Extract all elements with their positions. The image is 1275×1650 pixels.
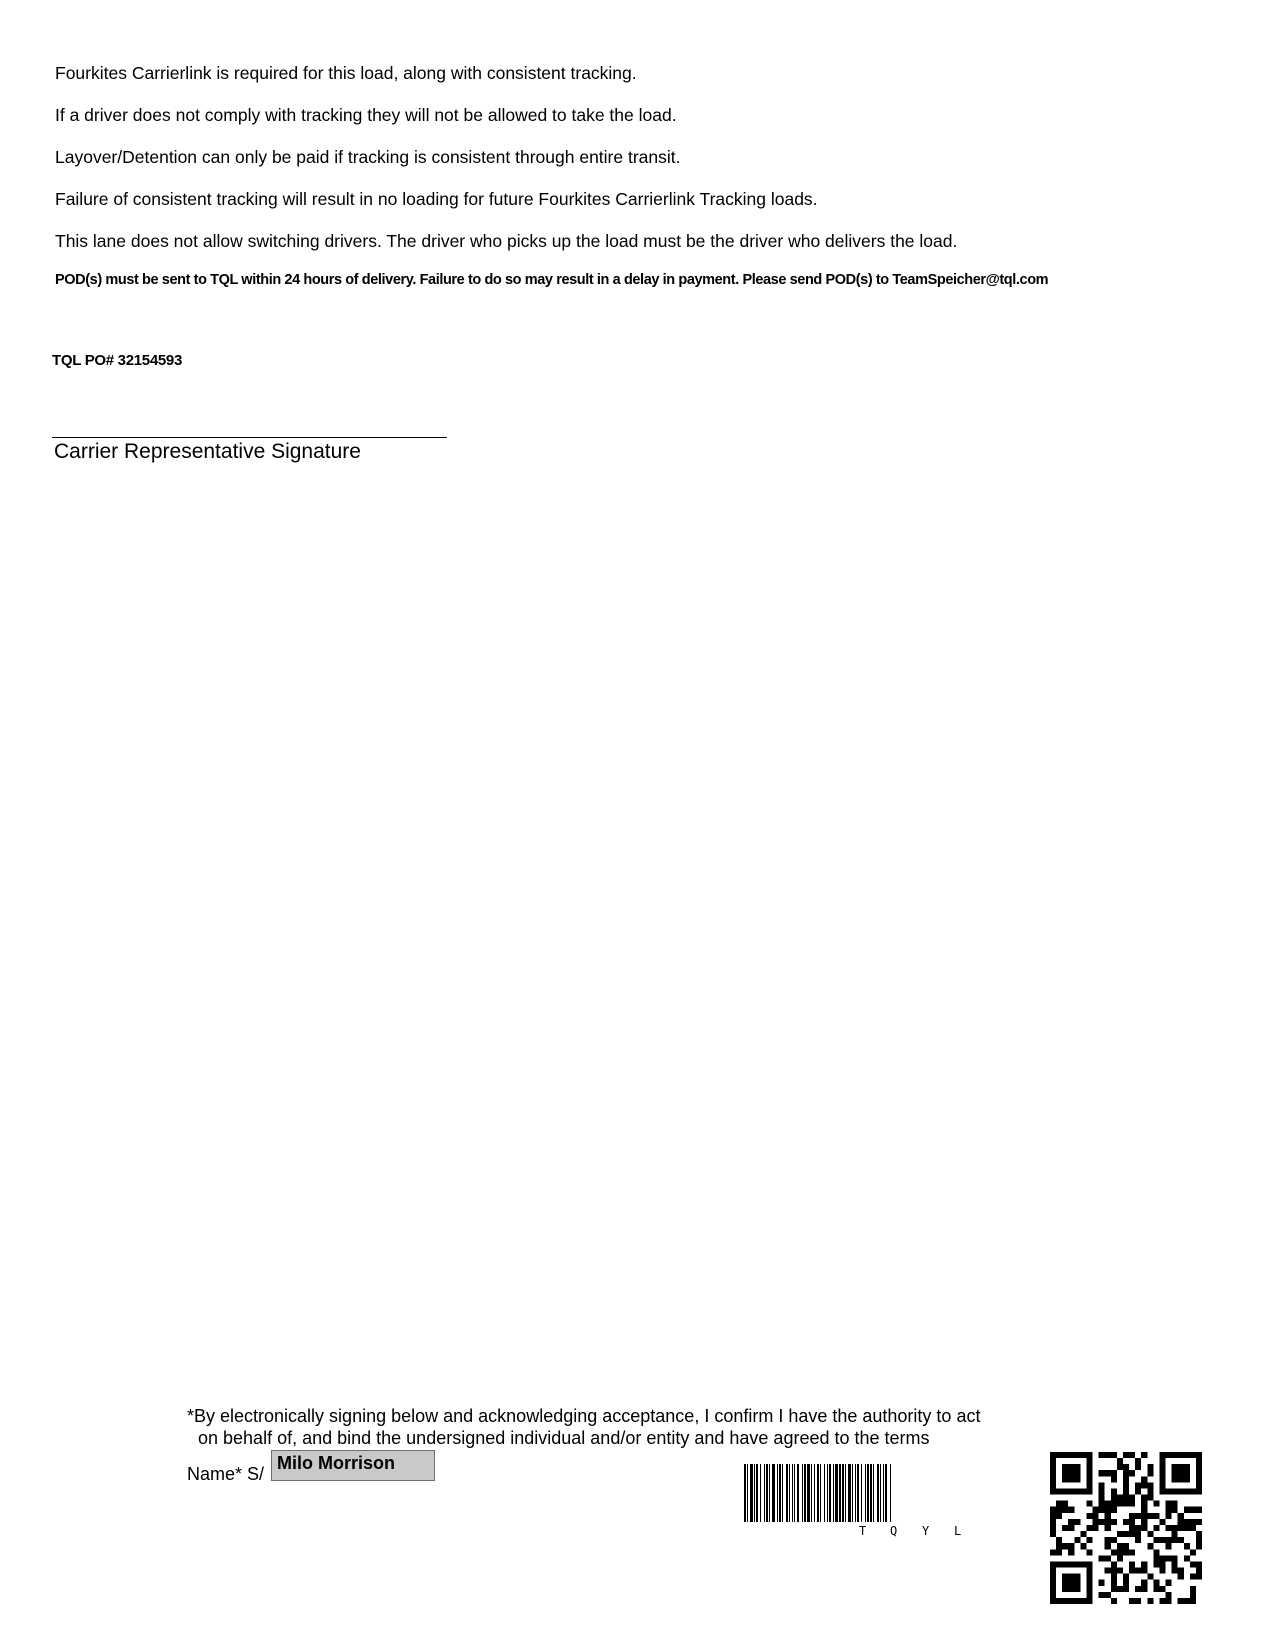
name-label: Name* S/ — [187, 1464, 265, 1484]
tracking-compliance-text: If a driver does not comply with tracking they will not be allowed to take the load. — [55, 105, 677, 125]
name-signature-field[interactable] — [271, 1450, 435, 1481]
esign-disclaimer-line-1: *By electronically signing below and acknowledging acceptance, I confirm I have the authority to act — [187, 1406, 981, 1426]
po-number: TQL PO# 32154593 — [52, 352, 183, 369]
barcode-char: Y — [922, 1524, 930, 1538]
tracking-failure-text: Failure of consistent tracking will result in no loading for future Fourkites Carrierlink Tracking loads. — [55, 189, 818, 209]
driver-switch-policy-text: This lane does not allow switching drivers. The driver who picks up the load must be the driver who delivers the load. — [55, 231, 958, 251]
esign-disclaimer-line-2: on behalf of, and bind the undersigned individual and/or entity and have agreed to the terms — [198, 1428, 930, 1448]
name-signature-value: Milo Morrison — [277, 1453, 395, 1473]
signature-label: Carrier Representative Signature — [54, 440, 361, 463]
barcode-caption — [742, 1524, 1027, 1540]
barcode-icon — [742, 1464, 1027, 1522]
barcode-char: L — [954, 1524, 962, 1538]
pod-notice: POD(s) must be sent to TQL within 24 hours of delivery. Failure to do so may result in a delay in payment. Please send POD(s) to TeamSpeicher@tql.com — [55, 272, 1049, 288]
barcode-char: T — [859, 1524, 867, 1538]
barcode-char: Q — [890, 1524, 898, 1538]
qr-code-icon — [1050, 1452, 1202, 1604]
detention-policy-text: Layover/Detention can only be paid if tracking is consistent through entire transit. — [55, 147, 681, 167]
tracking-requirement-text: Fourkites Carrierlink is required for this load, along with consistent tracking. — [55, 63, 637, 83]
signature-line — [52, 437, 447, 438]
esign-disclaimer — [187, 1405, 980, 1449]
